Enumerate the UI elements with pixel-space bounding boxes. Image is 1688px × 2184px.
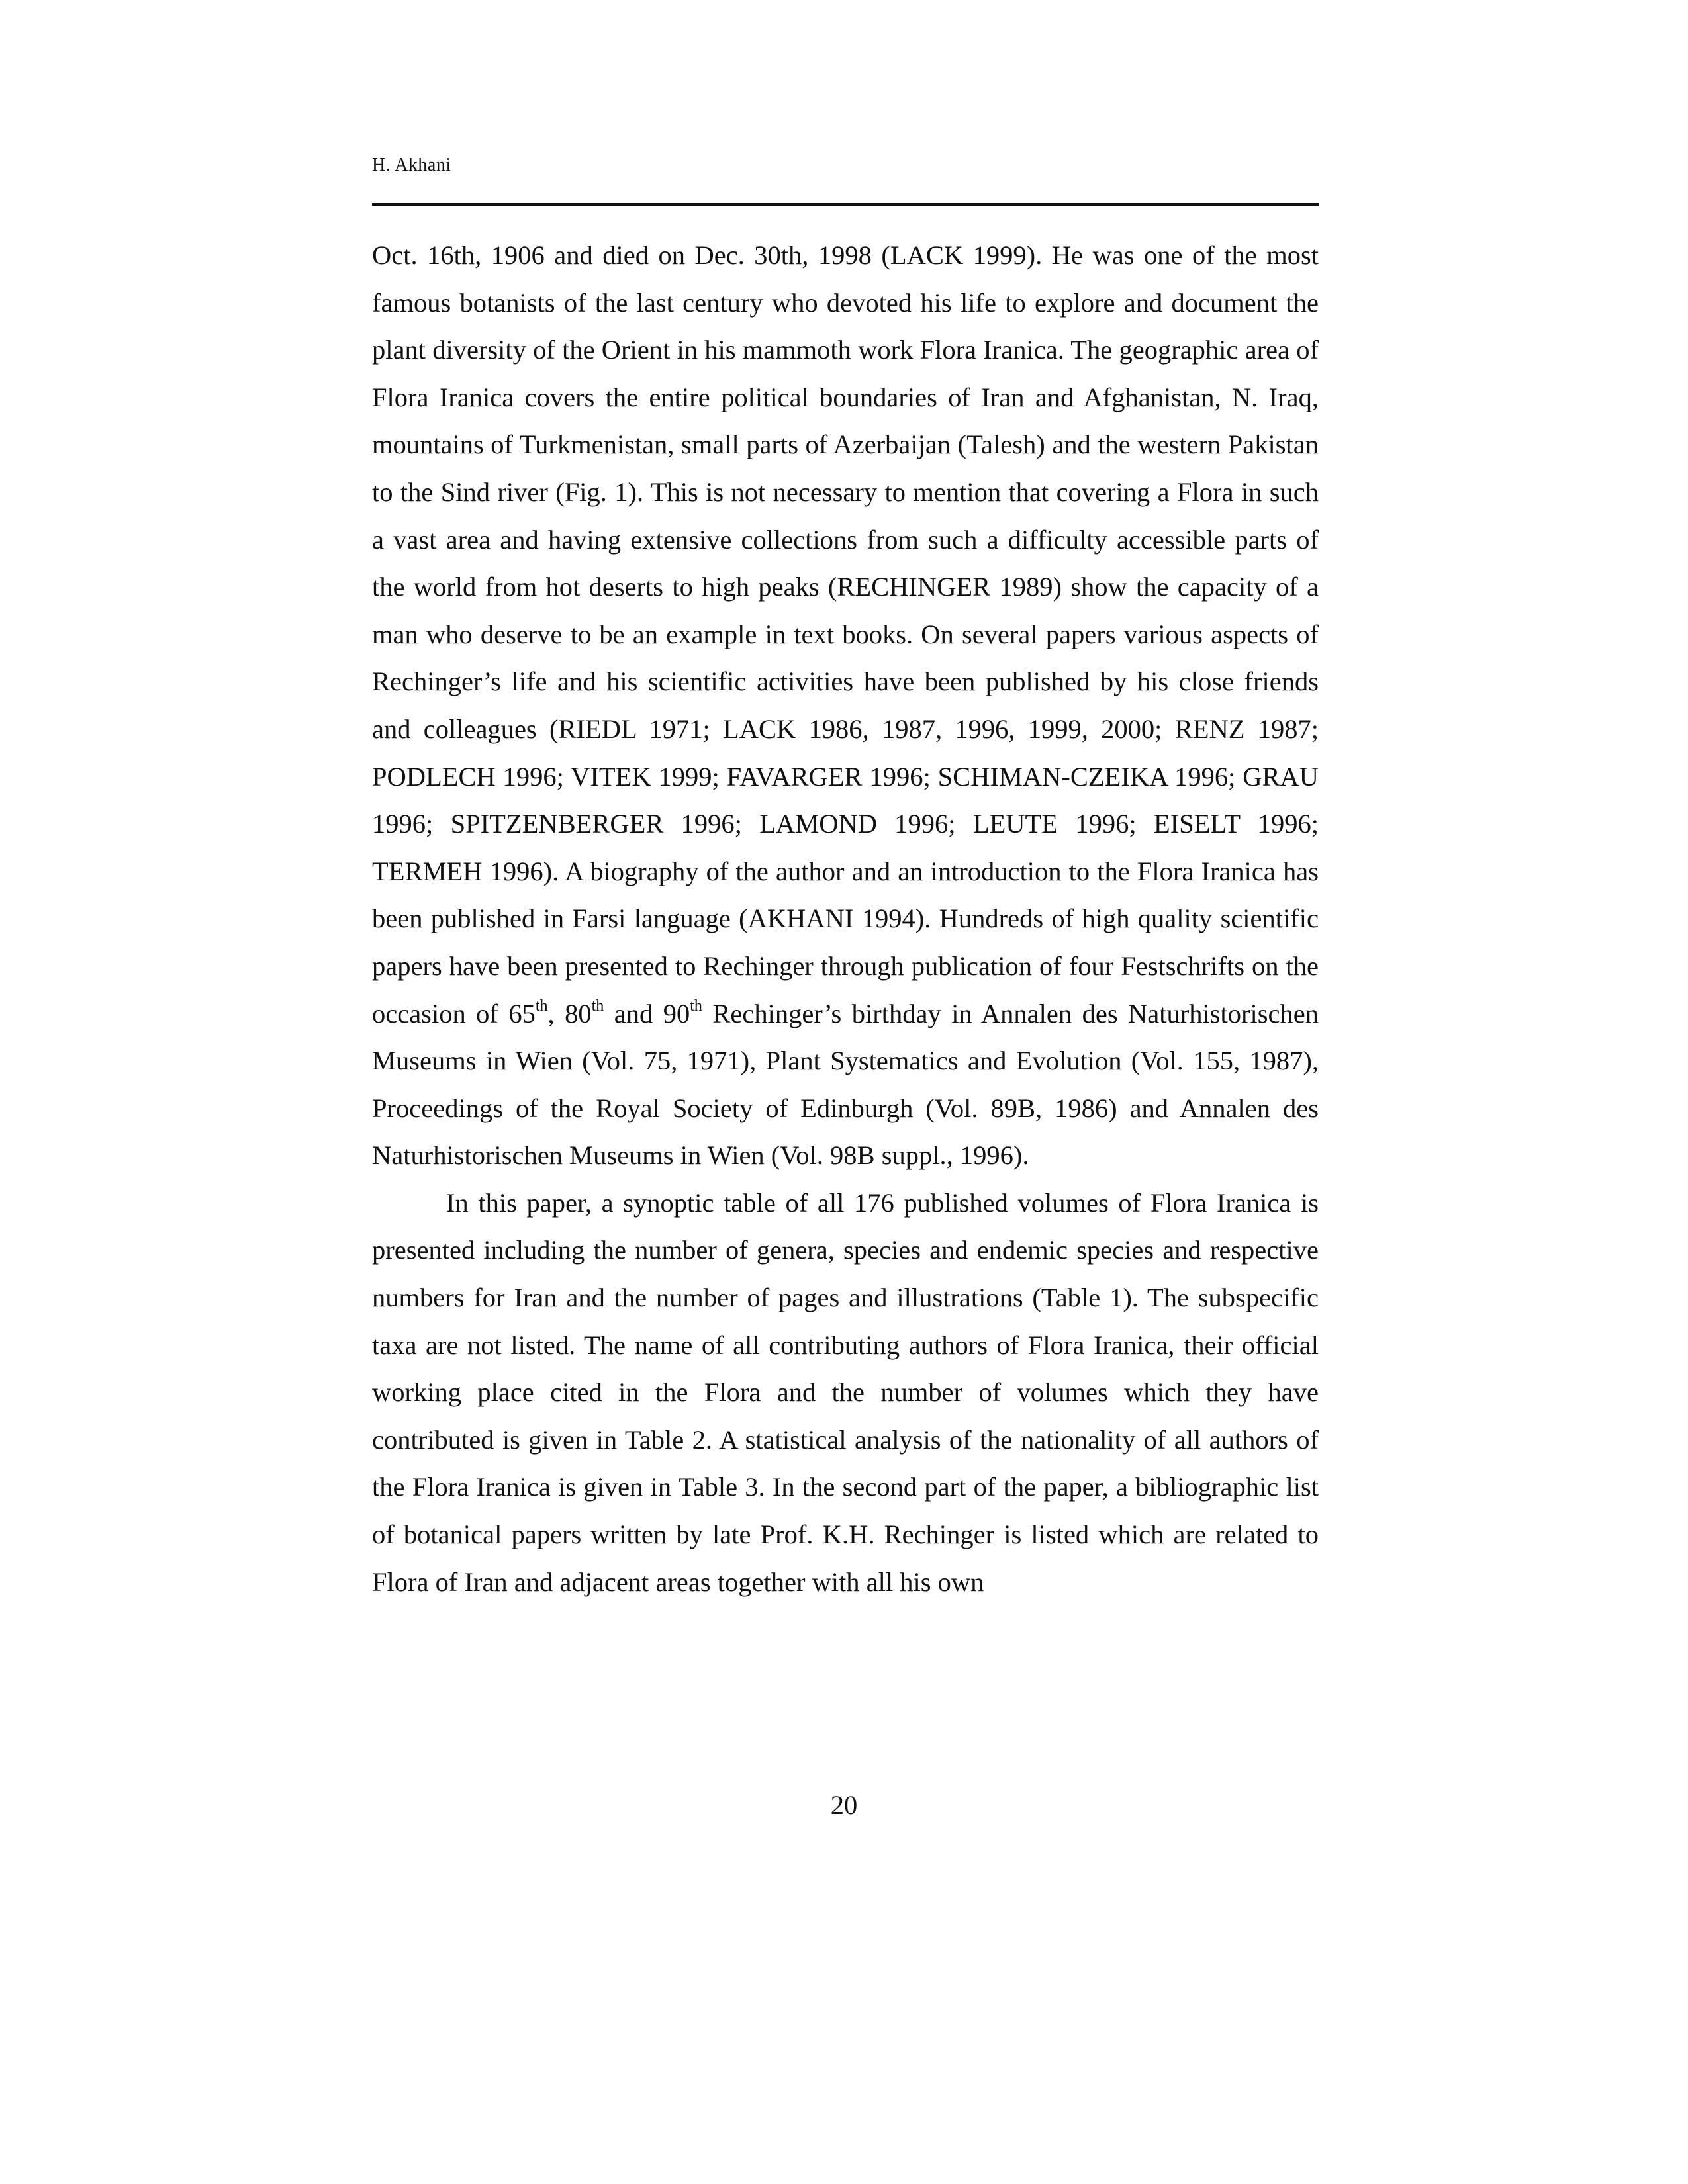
paragraph-1-text-c: and 90: [604, 998, 690, 1028]
header-rule: [372, 203, 1319, 206]
superscript-th-65: th: [535, 997, 548, 1015]
superscript-th-80: th: [591, 997, 604, 1015]
paragraph-1-text-d: Rechinger’s birthday in Annalen des Naturhistorischen Museums in Wien (Vol. 75, 1971), Plant Systematics and Evolution (Vol. 155, 1987), Proceedings of the Royal Society of Edinburgh (Vol. 89B, 1986) and Annalen des Naturhistorischen Museums in Wien (Vol. 98B suppl., 1996).: [372, 998, 1319, 1171]
body-text: [372, 232, 1319, 1606]
paragraph-1: [372, 232, 1319, 1179]
running-head: H. Akhani: [372, 155, 451, 175]
paragraph-1-text-a: Oct. 16th, 1906 and died on Dec. 30th, 1998 (LACK 1999). He was one of the most famous botanists of the last century who devoted his life to explore and document the plant diversity of the Orient in his mammoth work Flora Iranica. The geographic area of Flora Iranica covers the entire political boundaries of Iran and Afghanistan, N. Iraq, mountains of Turkmenistan, small parts of Azerbaijan (Talesh) and the western Pakistan to the Sind river (Fig. 1). This is not necessary to mention that covering a Flora in such a vast area and having extensive collections from such a difficulty accessible parts of the world from hot deserts to high peaks (RECHINGER 1989) show the capacity of a man who deserve to be an example in text books. On several papers various aspects of Rechinger’s life and his scientific activities have been published by his close friends and colleagues (RIEDL 1971; LACK 1986, 1987, 1996, 1999, 2000; RENZ 1987; PODLECH 1996; VITEK 1999; FAVARGER 1996; SCHIMAN-CZEIKA 1996; GRAU 1996; SPITZENBERGER 1996; LAMOND 1996; LEUTE 1996; EISELT 1996; TERMEH 1996). A biography of the author and an introduction to the Flora Iranica has been published in Farsi language (AKHANI 1994). Hundreds of high quality scientific papers have been presented to Rechinger through publication of four Festschrifts on the occasion of 65: [372, 240, 1319, 1028]
superscript-th-90: th: [690, 997, 702, 1015]
paragraph-2: In this paper, a synoptic table of all 176 published volumes of Flora Iranica is presented including the number of genera, species and endemic species and respective numbers for Iran and the number of pages and illustrations (Table 1). The subspecific taxa are not listed. The name of all contributing authors of Flora Iranica, their official working place cited in the Flora and the number of volumes which they have contributed is given in Table 2. A statistical analysis of the nationality of all authors of the Flora Iranica is given in Table 3. In the second part of the paper, a bibliographic list of botanical papers written by late Prof. K.H. Rechinger is listed which are related to Flora of Iran and adjacent areas together with all his own: [372, 1187, 1319, 1597]
paragraph-1-text-b: , 80: [547, 998, 592, 1028]
page-number: 20: [830, 1790, 858, 1820]
